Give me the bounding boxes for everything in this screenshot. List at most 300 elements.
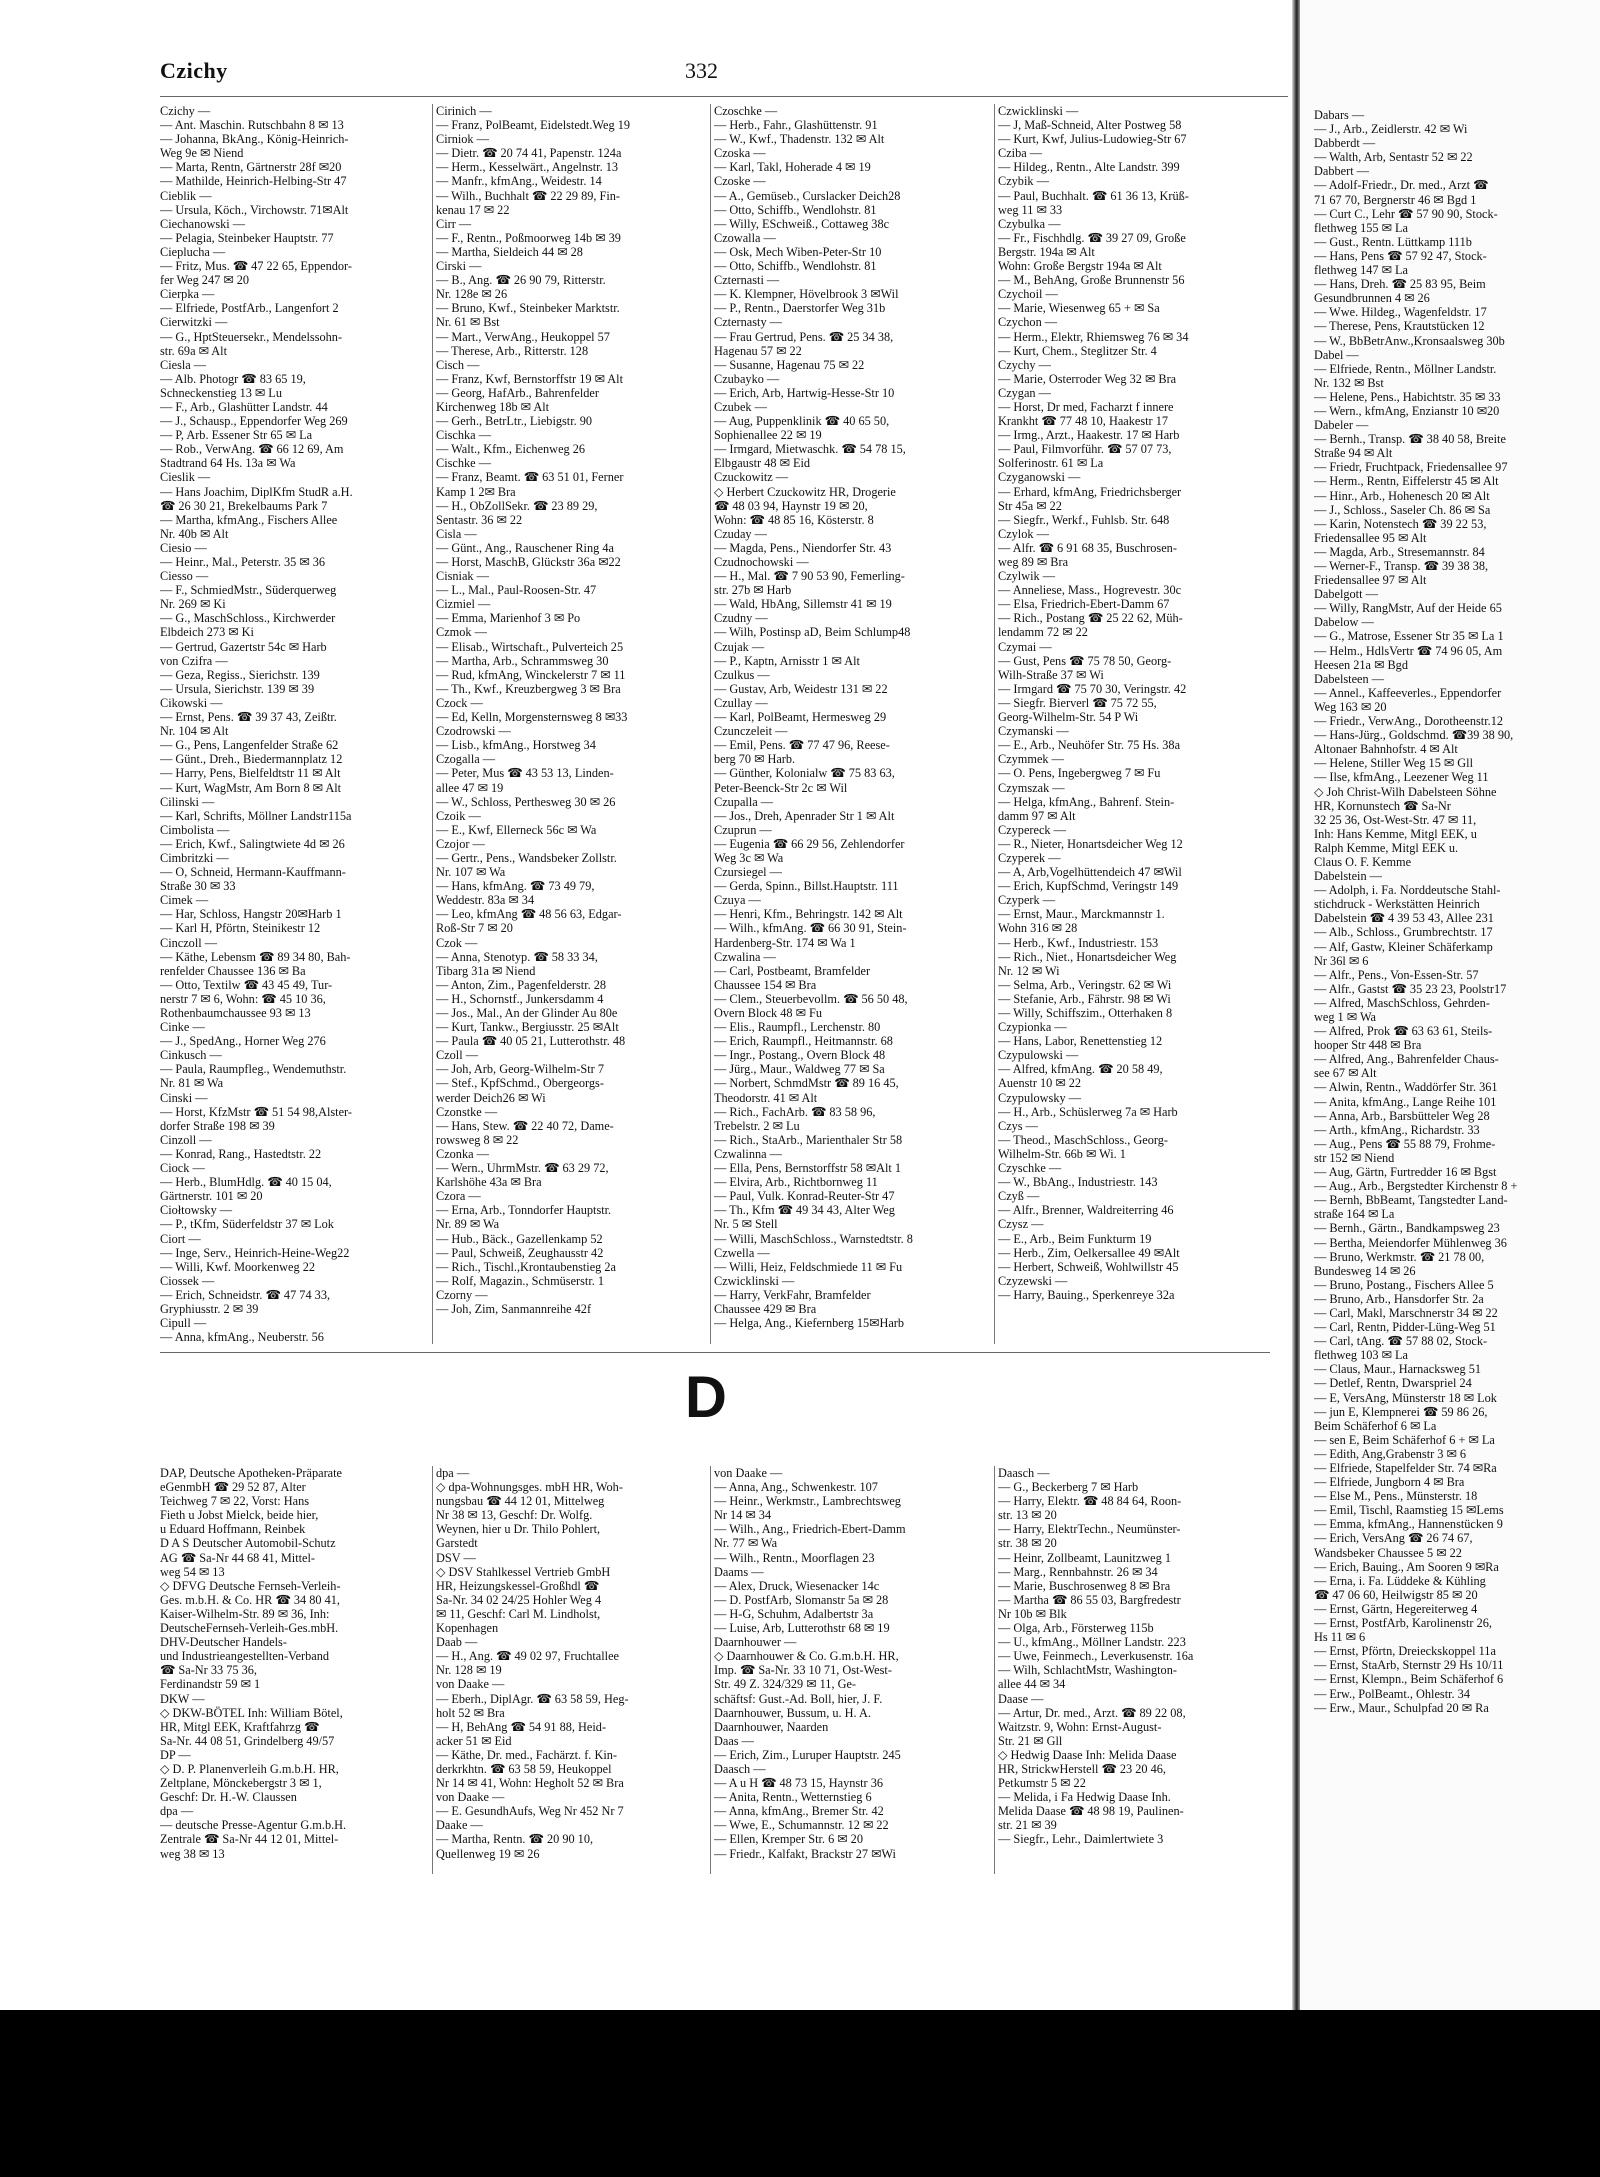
directory-line: Czuckowitz — — [714, 470, 789, 485]
directory-line: — Fr., Fischhdlg. ☎ 39 27 09, Große — [998, 230, 1186, 245]
directory-line: hooper Str 448 ✉ Bra — [1314, 1038, 1422, 1053]
directory-line: Cikowski — — [160, 695, 223, 710]
directory-line: — Otto, Schiffb., Wendlohstr. 81 — [714, 259, 877, 274]
top-column-4 — [998, 104, 1264, 1350]
directory-line: Czypereck — — [998, 822, 1066, 837]
directory-line: Czys — — [998, 1118, 1038, 1133]
directory-line: — Aug, Puppenklinik ☎ 40 65 50, — [714, 414, 890, 429]
column-divider — [432, 104, 433, 1344]
scan-border — [0, 2010, 1600, 2177]
directory-line: Czternasty — — [714, 315, 782, 330]
section-rule — [160, 1352, 1270, 1353]
column-divider — [994, 1466, 995, 1874]
directory-line: Ges. m.b.H. & Co. HR ☎ 34 80 41, — [160, 1592, 340, 1607]
directory-line: — Hans, Labor, Renettenstieg 12 — [998, 1034, 1163, 1049]
section-letter: D — [685, 1365, 727, 1430]
directory-line: Czwalina — — [714, 949, 776, 964]
directory-line: — F., SchmiedMstr., Süderquerweg — [160, 583, 337, 598]
column-divider — [432, 1466, 433, 1874]
directory-line: — Frau Gertrud, Pens. ☎ 25 34 38, — [714, 329, 894, 344]
directory-line: Czudny — — [714, 611, 768, 626]
directory-line: — Paul, Schweiß, Zeughausstr 42 — [436, 1245, 604, 1260]
directory-line: Friedensallee 95 ✉ Alt — [1314, 530, 1427, 545]
directory-line: — Dietr. ☎ 20 74 41, Papenstr. 124a — [436, 146, 622, 161]
directory-line: — Herb., Zim, Oelkersallee 49 ✉Alt — [998, 1245, 1180, 1260]
directory-line: Czursiegel — — [714, 865, 782, 880]
directory-line: — Alfred, kfmAng. ☎ 20 58 49, — [998, 1062, 1163, 1077]
directory-line: Nr. 12 ✉ Wi — [998, 963, 1060, 978]
directory-line: — Marta, Rentn, Gärtnerstr 28f ✉20 — [160, 160, 342, 175]
directory-line: — Olga, Arb., Försterweg 115b — [998, 1621, 1154, 1636]
directory-line: — Erich, Schneidstr. ☎ 47 74 33, — [160, 1287, 331, 1302]
directory-line: — Emma, Marienhof 3 ✉ Po — [436, 611, 581, 626]
directory-line: Waitzstr. 9, Wohn: Ernst-August- — [998, 1719, 1162, 1734]
directory-line: Czuya — — [714, 893, 761, 908]
directory-line: Garstedt — [436, 1536, 478, 1551]
directory-line: Czwicklinski — — [714, 1273, 795, 1288]
directory-line: damm 97 ✉ Alt — [998, 808, 1076, 823]
directory-line: Straße 94 ✉ Alt — [1314, 446, 1393, 461]
directory-line: lendamm 72 ✉ 22 — [998, 625, 1088, 640]
directory-line: von Daake — — [436, 1790, 505, 1805]
directory-line: dpa — — [160, 1804, 194, 1819]
directory-line: — Walt., Kfm., Eichenweg 26 — [436, 442, 586, 457]
directory-line: — Siegfr., Lehr., Daimlertwiete 3 — [998, 1832, 1164, 1847]
directory-line: Cinke — — [160, 1020, 205, 1035]
directory-line: allee 44 ✉ 34 — [998, 1677, 1066, 1692]
directory-line: DHV-Deutscher Handels- — [160, 1635, 287, 1650]
directory-line: — H., Schornstf., Junkersdamm 4 — [436, 991, 604, 1006]
directory-line: ◇ DKW-BÖTEL Inh: William Bötel, — [160, 1705, 343, 1720]
directory-line: — D. PostfArb, Slomanstr 5a ✉ 28 — [714, 1592, 889, 1607]
directory-line: Weg 163 ✉ 20 — [1314, 699, 1387, 714]
directory-line: — Franz, PolBeamt, Eidelstedt.Weg 19 — [436, 118, 631, 133]
directory-line: Czymanski — — [998, 724, 1069, 739]
directory-line: — Ernst, Klempn., Beim Schäferhof 6 — [1314, 1672, 1504, 1687]
directory-line: Auenstr 10 ✉ 22 — [998, 1076, 1082, 1091]
directory-line: — Bruno, Kwf., Steinbeker Marktstr. — [436, 301, 620, 316]
directory-line: Gryphiusstr. 2 ✉ 39 — [160, 1301, 259, 1316]
running-head: Czichy — [160, 58, 228, 83]
directory-line: Kamp 1 2✉ Bra — [436, 484, 516, 499]
directory-line: Cirr — — [436, 216, 472, 231]
column-divider — [710, 1466, 711, 1874]
directory-line: — Walth, Arb, Sentastr 52 ✉ 22 — [1314, 150, 1473, 165]
directory-line: — Wilh., Rentn., Moorflagen 23 — [714, 1550, 875, 1565]
directory-line: — Wilh., Buchhalt ☎ 22 29 89, Fin- — [436, 188, 621, 203]
directory-line: Gärtnerstr. 101 ✉ 20 — [160, 1189, 263, 1204]
directory-line: — Horst, MaschB, Glückstr 36a ✉22 — [436, 555, 621, 569]
directory-line: ☎ 26 30 21, Brekelbaums Park 7 — [160, 498, 328, 513]
directory-line: Weg 9e ✉ Niend — [160, 146, 244, 161]
directory-line: — Anna, kfmAng., Bremer Str. 42 — [714, 1804, 884, 1819]
directory-line: Czodrowski — — [436, 724, 511, 739]
directory-line: — Geza, Regiss., Sierichstr. 139 — [160, 667, 320, 682]
directory-line: — jun E, Klempnerei ☎ 59 86 26, — [1314, 1404, 1488, 1419]
directory-line: Sophienallee 22 ✉ 19 — [714, 428, 822, 443]
page-number: 332 — [685, 58, 718, 83]
directory-line: — H., Mal. ☎ 7 90 53 90, Femerling- — [714, 569, 905, 584]
directory-line: weg 54 ✉ 13 — [160, 1564, 225, 1579]
directory-line: Karlshöhe 43a ✉ Bra — [436, 1175, 542, 1190]
directory-line: — Hildeg., Rentn., Alte Landstr. 399 — [998, 160, 1180, 175]
directory-line: — Horst, Dr med, Facharzt f innere — [998, 399, 1174, 414]
directory-line: — Anita, Rentn., Wetternstieg 6 — [714, 1790, 872, 1805]
directory-line: ◇ Herbert Czuckowitz HR, Drogerie — [714, 484, 896, 499]
directory-line: — F., Arb., Glashütter Landstr. 44 — [160, 399, 328, 414]
directory-line: Czylok — — [998, 526, 1049, 541]
directory-line: — Otto, Schiffb., Wendlohstr. 81 — [714, 202, 877, 217]
directory-line: Sentastr. 36 ✉ 22 — [436, 512, 523, 527]
directory-line: — Alfr., Gastst ☎ 35 23 23, Poolstr17 — [1314, 981, 1507, 996]
directory-line: Ciesso — — [160, 569, 209, 584]
directory-line: holt 52 ✉ Bra — [436, 1705, 505, 1720]
directory-line: — Anna, Stenotyp. ☎ 58 33 34, — [436, 949, 598, 964]
directory-line: Nr. 77 ✉ Wa — [714, 1536, 778, 1551]
directory-line: fer Weg 247 ✉ 20 — [160, 273, 249, 288]
directory-line: — Har, Schloss, Hangstr 20✉Harb 1 — [160, 907, 342, 922]
directory-line: Daarnhouwer, Bussum, u. H. A. — [714, 1705, 871, 1720]
directory-line: rowsweg 8 ✉ 22 — [436, 1132, 519, 1147]
directory-line: AG ☎ Sa-Nr 44 68 41, Mittel- — [160, 1550, 316, 1565]
directory-line: Wilhelm-Str. 66b ✉ Wi. 1 — [998, 1146, 1126, 1161]
bottom-column-2 — [436, 1466, 706, 1876]
directory-line: Czwella — — [714, 1245, 770, 1260]
directory-line: Cischke — — [436, 456, 491, 471]
directory-line: — Th., Kwf., Kreuzbergweg 3 ✉ Bra — [436, 681, 621, 696]
directory-line: — Edith, Ang,Grabenstr 3 ✉ 6 — [1314, 1446, 1467, 1461]
directory-line: — Carl, Makl, Marschnerstr 34 ✉ 22 — [1314, 1305, 1498, 1320]
directory-line: Nr. 132 ✉ Bst — [1314, 375, 1384, 390]
directory-line: Wohn: ☎ 48 85 16, Kösterstr. 8 — [714, 512, 874, 527]
directory-line: — Norbert, SchmdMstr ☎ 89 16 45, — [714, 1076, 899, 1091]
directory-line: — Friedr., Kalfakt, Brackstr 27 ✉Wi — [714, 1846, 896, 1861]
directory-line: werder Deich26 ✉ Wi — [436, 1090, 546, 1105]
directory-line: — Anita, kfmAng., Lange Reihe 101 — [1314, 1094, 1497, 1109]
directory-line: — Elis., Raumpfl., Lerchenstr. 80 — [714, 1020, 881, 1035]
directory-line: — Aug., Arb., Bergstedter Kirchenstr 8 + — [1314, 1179, 1518, 1194]
directory-line: — Irmg., Arzt., Haakestr. 17 ✉ Harb — [998, 428, 1180, 443]
directory-line: Trebelstr. 2 ✉ Lu — [714, 1118, 800, 1133]
directory-line: Weg 3c ✉ Wa — [714, 850, 784, 865]
directory-line: — Anna, Arb., Barsbütteler Weg 28 — [1314, 1108, 1490, 1123]
directory-line: Daarnhouwer — — [714, 1635, 797, 1650]
directory-line: — Heinr., Werkmstr., Lambrechtsweg — [714, 1494, 901, 1509]
directory-line: Claus O. F. Kemme — [1314, 854, 1412, 869]
directory-line: — Harry, ElektrTechn., Neumünster- — [998, 1522, 1181, 1537]
directory-line: schäftsf: Gust.-Ad. Boll, hier, J. F. — [714, 1691, 883, 1706]
directory-line: — U., kfmAng., Möllner Landstr. 223 — [998, 1635, 1186, 1650]
directory-line: — Manfr., kfmAng., Weidestr. 14 — [436, 174, 602, 189]
directory-line: — Fritz, Mus. ☎ 47 22 65, Eppendor- — [160, 259, 352, 274]
directory-line: Dabeler — — [1314, 418, 1369, 433]
directory-line: Nr 10b ✉ Blk — [998, 1606, 1067, 1621]
directory-line: — Jos., Dreh, Apenrader Str 1 ✉ Alt — [714, 808, 895, 823]
directory-line: — Martha, Rentn. ☎ 20 90 10, — [436, 1832, 594, 1847]
directory-line: ✉ 11, Geschf: Carl M. Lindholst, — [436, 1606, 601, 1621]
directory-line: — Marie, Buschrosenweg 8 ✉ Bra — [998, 1578, 1171, 1593]
directory-line: Nr. 269 ✉ Ki — [160, 597, 226, 612]
directory-line: — Herm., Rentn, Eiffelerstr 45 ✉ Alt — [1314, 474, 1499, 489]
column-divider — [710, 104, 711, 1344]
directory-line: Nr. 81 ✉ Wa — [160, 1076, 224, 1091]
directory-line: Straße 30 ✉ 33 — [160, 879, 236, 894]
directory-line: — Susanne, Hagenau 75 ✉ 22 — [714, 357, 865, 372]
directory-line: str. 38 ✉ 20 — [998, 1536, 1057, 1551]
directory-line: Friedensallee 97 ✉ Alt — [1314, 573, 1427, 588]
directory-line: — Alfred, Ang., Bahrenfelder Chaus- — [1314, 1052, 1499, 1067]
directory-line: Dabars — — [1314, 108, 1365, 122]
directory-line: Cirniok — — [436, 132, 489, 147]
directory-line: ◇ DFVG Deutsche Fernseh-Verleih- — [160, 1578, 341, 1593]
directory-line: — Käthe, Lebensm ☎ 89 34 80, Bah- — [160, 949, 351, 964]
directory-line: Nr. 89 ✉ Wa — [436, 1217, 500, 1232]
directory-line: Elbdeich 273 ✉ Ki — [160, 625, 254, 640]
directory-line: Dabberdt — — [1314, 136, 1376, 151]
directory-line: — Melida, i Fa Hedwig Daase Inh. — [998, 1790, 1171, 1805]
directory-line: Hardenberg-Str. 174 ✉ Wa 1 — [714, 935, 856, 950]
directory-line: — Ellen, Kremper Str. 6 ✉ 20 — [714, 1832, 863, 1847]
directory-line: Czok — — [436, 935, 478, 950]
directory-line: — Curt C., Lehr ☎ 57 90 90, Stock- — [1314, 206, 1498, 221]
directory-line: — Jürg., Maur., Waldweg 77 ✉ Sa — [714, 1062, 885, 1077]
directory-line: — Therese, Arb., Ritterstr. 128 — [436, 343, 589, 358]
directory-line: — Wern., UhrmMstr. ☎ 63 29 72, — [436, 1161, 609, 1176]
directory-line: Teichweg 7 ✉ 22, Vorst: Hans — [160, 1494, 310, 1509]
directory-line: HR, Kornunstech ☎ Sa-Nr — [1314, 798, 1451, 813]
top-column-1 — [160, 104, 428, 1350]
directory-line: Czyschke — — [998, 1161, 1062, 1176]
directory-line: — Wilh, Postinsp aD, Beim Schlump48 — [714, 625, 911, 640]
directory-line: — Franz, Beamt. ☎ 63 51 01, Ferner — [436, 470, 624, 485]
directory-line: Cirski — — [436, 259, 482, 274]
directory-line: — Ernst, StaArb, Sternstr 29 Hs 10/11 — [1314, 1658, 1504, 1673]
directory-line: — Ursula, Köch., Virchowstr. 71✉Alt — [160, 202, 349, 217]
directory-line: — G., Beckerberg 7 ✉ Harb — [998, 1480, 1139, 1495]
directory-line: Roß-Str 7 ✉ 20 — [436, 921, 513, 936]
directory-line: — Wilh., kfmAng. ☎ 66 30 91, Stein- — [714, 921, 907, 936]
directory-line: — Anton, Zim., Pagenfelderstr. 28 — [436, 977, 607, 992]
directory-line: Cischka — — [436, 428, 491, 443]
directory-line: — Luise, Arb, Lutterothstr 68 ✉ 19 — [714, 1621, 890, 1636]
directory-line: — Siegfr. Bierverl ☎ 75 72 55, — [998, 695, 1157, 710]
directory-line: DP — — [160, 1747, 191, 1762]
directory-line: Wilh-Straße 37 ✉ Wi — [998, 667, 1104, 682]
directory-line: — Alex, Druck, Wiesenacker 14c — [714, 1578, 880, 1593]
directory-line: — Paul, Vulk. Konrad-Reuter-Str 47 — [714, 1189, 895, 1204]
directory-line: Cisla — — [436, 526, 477, 541]
directory-line: — B., Ang. ☎ 26 90 79, Ritterstr. — [436, 273, 606, 288]
directory-line: — E., Arb., Neuhöfer Str. 75 Hs. 38a — [998, 738, 1181, 753]
directory-line: — Erhard, kfmAng, Friedrichsberger — [998, 484, 1182, 499]
directory-line: ☎ 48 03 94, Haynstr 19 ✉ 20, — [714, 498, 868, 513]
directory-line: — Erna, Arb., Tonndorfer Hauptstr. — [436, 1203, 612, 1218]
directory-line: — Willy, RangMstr, Auf der Heide 65 — [1314, 601, 1502, 616]
directory-line: dpa — — [436, 1466, 470, 1480]
directory-line: — Paul, Filmvorführ. ☎ 57 07 73, — [998, 442, 1172, 457]
directory-line: Czybulka — — [998, 216, 1061, 231]
directory-line: — Martha ☎ 86 55 03, Bargfredestr — [998, 1592, 1181, 1607]
directory-line: — Elvira, Arb., Richtbornweg 11 — [714, 1175, 878, 1190]
directory-line: — Adolf-Friedr., Dr. med., Arzt ☎ — [1314, 178, 1489, 193]
directory-line: — Elsa, Friedrich-Ebert-Damm 67 — [998, 597, 1170, 612]
directory-line: Czojor — — [436, 836, 485, 851]
top-column-3 — [714, 104, 990, 1350]
directory-line: Wohn 316 ✉ 28 — [998, 921, 1078, 936]
directory-line: — Kurt, WagMstr, Am Born 8 ✉ Alt — [160, 780, 342, 795]
directory-line: — A., Gemüseb., Curslacker Deich28 — [714, 188, 901, 203]
directory-line: Cimbolista — — [160, 822, 230, 837]
directory-line: — Osk, Mech Wiben-Peter-Str 10 — [714, 244, 882, 259]
directory-line: Cipull — — [160, 1316, 207, 1331]
directory-line: Nr 38 ✉ 13, Geschf: Dr. Wolfg. — [436, 1508, 593, 1523]
directory-line: — Alfred, MaschSchloss, Gehrden- — [1314, 995, 1490, 1010]
directory-line: — W., Kwf., Thadenstr. 132 ✉ Alt — [714, 132, 885, 147]
directory-line: — Aug., Pens ☎ 55 88 79, Frohme- — [1314, 1136, 1496, 1151]
directory-line: — Stefanie, Arb., Fährstr. 98 ✉ Wi — [998, 991, 1171, 1006]
directory-line: Dabelgott — — [1314, 587, 1378, 602]
directory-line: DAP, Deutsche Apotheken-Präparate — [160, 1466, 343, 1480]
directory-line: — Uwe, Feinmech., Leverkusenstr. 16a — [998, 1649, 1194, 1664]
directory-line: — Gertrud, Gazertstr 54c ✉ Harb — [160, 639, 327, 654]
directory-line: — A u H ☎ 48 73 15, Haynstr 36 — [714, 1776, 884, 1791]
directory-line: — Carl, Postbeamt, Bramfelder — [714, 963, 871, 978]
directory-line: Ciock — — [160, 1161, 205, 1176]
directory-line: — Erich, Raumpfl., Heitmannstr. 68 — [714, 1034, 893, 1049]
directory-line: Stadtrand 64 Hs. 13a ✉ Wa — [160, 456, 296, 471]
directory-line: — Alb., Schloss., Grumbrechtstr. 17 — [1314, 925, 1493, 940]
directory-line: — Erw., Maur., Schulpfad 20 ✉ Ra — [1314, 1700, 1489, 1715]
directory-line: — Willi, Heiz, Feldschmiede 11 ✉ Fu — [714, 1259, 903, 1274]
directory-line: — Bernh, BbBeamt, Tangstedter Land- — [1314, 1193, 1508, 1208]
directory-line: — Wilh., Ang., Friedrich-Ebert-Damm — [714, 1522, 906, 1537]
directory-line: — Mart., VerwAng., Heukoppel 57 — [436, 329, 610, 344]
directory-line: — Clem., Steuerbevollm. ☎ 56 50 48, — [714, 991, 908, 1006]
directory-line: Chaussee 154 ✉ Bra — [714, 977, 817, 992]
directory-line: str. 27b ✉ Harb — [714, 583, 792, 598]
directory-line: — Irmgard ☎ 75 70 30, Veringstr. 42 — [998, 681, 1187, 696]
directory-line: — Martha, Arb., Schrammsweg 30 — [436, 653, 609, 668]
facing-page-column — [1314, 108, 1600, 2008]
directory-line: — Hans, Dreh. ☎ 25 83 95, Beim — [1314, 277, 1486, 292]
directory-line: ☎ Sa-Nr 33 75 36, — [160, 1663, 257, 1678]
directory-line: Czyzewski — — [998, 1273, 1068, 1288]
directory-line: — W., BbBetrAnw.,Kronsaalsweg 30b — [1314, 333, 1505, 348]
directory-line: DSV — — [436, 1550, 476, 1565]
directory-line: — Alfr., Pens., Von-Essen-Str. 57 — [1314, 967, 1479, 982]
directory-line: — Paul, Buchhalt. ☎ 61 36 13, Krüß- — [998, 188, 1189, 203]
directory-line: — Anneliese, Mass., Hogrevestr. 30c — [998, 583, 1182, 598]
directory-line: Cirinich — — [436, 104, 492, 118]
directory-line: Dabelow — — [1314, 615, 1374, 630]
directory-line: — Helene, Pens., Habichtstr. 35 ✉ 33 — [1314, 389, 1501, 404]
directory-line: — G., Pens, Langenfelder Straße 62 — [160, 738, 339, 753]
directory-line: — Erich, VersAng ☎ 26 74 67, — [1314, 1531, 1473, 1546]
directory-line: Wohn: Große Bergstr 194a ✉ Alt — [998, 259, 1162, 274]
directory-line: — Bruno, Postang., Fischers Allee 5 — [1314, 1277, 1494, 1292]
directory-line: Kopenhagen — [436, 1621, 499, 1636]
directory-line: Czybik — — [998, 174, 1049, 189]
directory-line: — Willy, ESchweiß., Cottaweg 38c — [714, 216, 890, 231]
directory-line: — Otto, Textilw ☎ 43 45 49, Tur- — [160, 977, 333, 992]
directory-line: Str 45a ✉ 22 — [998, 498, 1062, 513]
directory-line: — Peter, Mus ☎ 43 53 13, Linden- — [436, 766, 614, 781]
directory-line: Ciort — — [160, 1231, 201, 1246]
directory-line: — Herbert, Schweiß, Wohlwillstr 45 — [998, 1259, 1179, 1274]
directory-line: Daab — — [436, 1635, 478, 1650]
directory-line: Czypulowsky — — [998, 1090, 1082, 1105]
directory-line: von Czifra — — [160, 653, 228, 668]
directory-line: weg 38 ✉ 13 — [160, 1846, 225, 1861]
directory-line: HR, Heizungskessel-Großhdl ☎ — [436, 1578, 600, 1593]
directory-line: — Ant. Maschin. Rutschbahn 8 ✉ 13 — [160, 118, 344, 133]
directory-line: Inh: Hans Kemme, Mitgl EEK, u — [1314, 826, 1477, 841]
directory-line: Czuprun — — [714, 822, 772, 837]
directory-line: — Gustav, Arb, Weidestr 131 ✉ 22 — [714, 681, 888, 696]
directory-line: — Harry, Bauing., Sperkenreye 32a — [998, 1287, 1175, 1302]
directory-line: — H, BehAng ☎ 54 91 88, Heid- — [436, 1719, 607, 1734]
directory-line: — Henri, Kfm., Behringstr. 142 ✉ Alt — [714, 907, 903, 922]
directory-line: — Ella, Pens, Bernstorffstr 58 ✉Alt 1 — [714, 1161, 901, 1176]
directory-line: Ciesio — — [160, 540, 207, 555]
directory-line: — Hans-Jürg., Goldschmd. ☎39 38 90, — [1314, 728, 1514, 743]
directory-line: — Alwin, Rentn., Waddörfer Str. 361 — [1314, 1080, 1498, 1095]
directory-line: — P., Kaptn, Arnisstr 1 ✉ Alt — [714, 653, 860, 668]
directory-line: Weddestr. 83a ✉ 34 — [436, 893, 535, 908]
directory-line: — Elfriede, Stapelfelder Str. 74 ✉Ra — [1314, 1461, 1497, 1475]
directory-line: Czichy — — [160, 104, 211, 118]
directory-line: Overn Block 48 ✉ Fu — [714, 1006, 822, 1020]
directory-line: — A, Arb,Vogelhüttendeich 47 ✉Wil — [998, 865, 1182, 880]
directory-line: — Ernst, Pförtn, Dreieckskoppel 11a — [1314, 1644, 1496, 1659]
directory-line: — Bruno, Arb., Hansdorfer Str. 2a — [1314, 1291, 1484, 1306]
directory-line: ◇ Hedwig Daase Inh: Melida Daase — [998, 1747, 1177, 1762]
directory-line: Czonka — — [436, 1146, 489, 1161]
directory-line: — Helga, kfmAng., Bahrenf. Stein- — [998, 794, 1175, 809]
directory-line: — Eberh., DiplAgr. ☎ 63 58 59, Heg- — [436, 1691, 629, 1706]
directory-line: str. 13 ✉ 20 — [998, 1508, 1057, 1523]
directory-line: dorfer Straße 198 ✉ 39 — [160, 1118, 275, 1133]
directory-line: — Gertr., Pens., Wandsbeker Zollstr. — [436, 850, 617, 865]
directory-line: — Heinr, Zollbeamt, Launitzweg 1 — [998, 1550, 1171, 1565]
directory-line: Czudnochowski — — [714, 555, 809, 569]
directory-line: — Günt., Ang., Rauschener Ring 4a — [436, 540, 614, 555]
directory-line: — Arth., kfmAng., Richardstr. 33 — [1314, 1122, 1480, 1137]
directory-line: Dabel — — [1314, 347, 1359, 362]
directory-line: Ferdinandstr 59 ✉ 1 — [160, 1677, 261, 1692]
directory-line: — Ilse, kfmAng., Leezener Weg 11 — [1314, 770, 1489, 785]
directory-line: — H., Ang. ☎ 49 02 97, Fruchtallee — [436, 1649, 620, 1664]
directory-line: — Leo, kfmAng ☎ 48 56 63, Edgar- — [436, 907, 622, 922]
directory-line: — Friedr., VerwAng., Dorotheenstr.12 — [1314, 714, 1503, 729]
directory-line: — Ingr., Postang., Overn Block 48 — [714, 1048, 886, 1063]
directory-line: — Erich, Zim., Luruper Hauptstr. 245 — [714, 1747, 901, 1762]
directory-line: nerstr 7 ✉ 6, Wohn: ☎ 45 10 36, — [160, 991, 326, 1006]
directory-line: — Harry, Pens, Bielfeldtstr 11 ✉ Alt — [160, 766, 341, 781]
directory-line: — Th., Kfm ☎ 49 34 43, Alter Weg — [714, 1203, 895, 1218]
directory-line: Zentrale ☎ Sa-Nr 44 12 01, Mittel- — [160, 1832, 339, 1847]
directory-line: Nr. 40b ✉ Alt — [160, 526, 229, 541]
directory-line: Czujak — — [714, 639, 765, 654]
directory-line: str. 69a ✉ Alt — [160, 343, 228, 358]
directory-line: — Rich., FachArb. ☎ 83 58 96, — [714, 1104, 876, 1119]
directory-line: — Willi, Kwf. Moorkenweg 22 — [160, 1259, 316, 1274]
directory-line: Heesen 21a ✉ Bgd — [1314, 657, 1408, 672]
directory-line: Czogalla — — [436, 752, 496, 767]
directory-line: — Johanna, BkAng., König-Heinrich- — [160, 132, 349, 147]
directory-line: — Ernst, Maur., Marckmannstr 1. — [998, 907, 1165, 922]
directory-line: Beim Schäferhof 6 ✉ La — [1314, 1418, 1437, 1433]
